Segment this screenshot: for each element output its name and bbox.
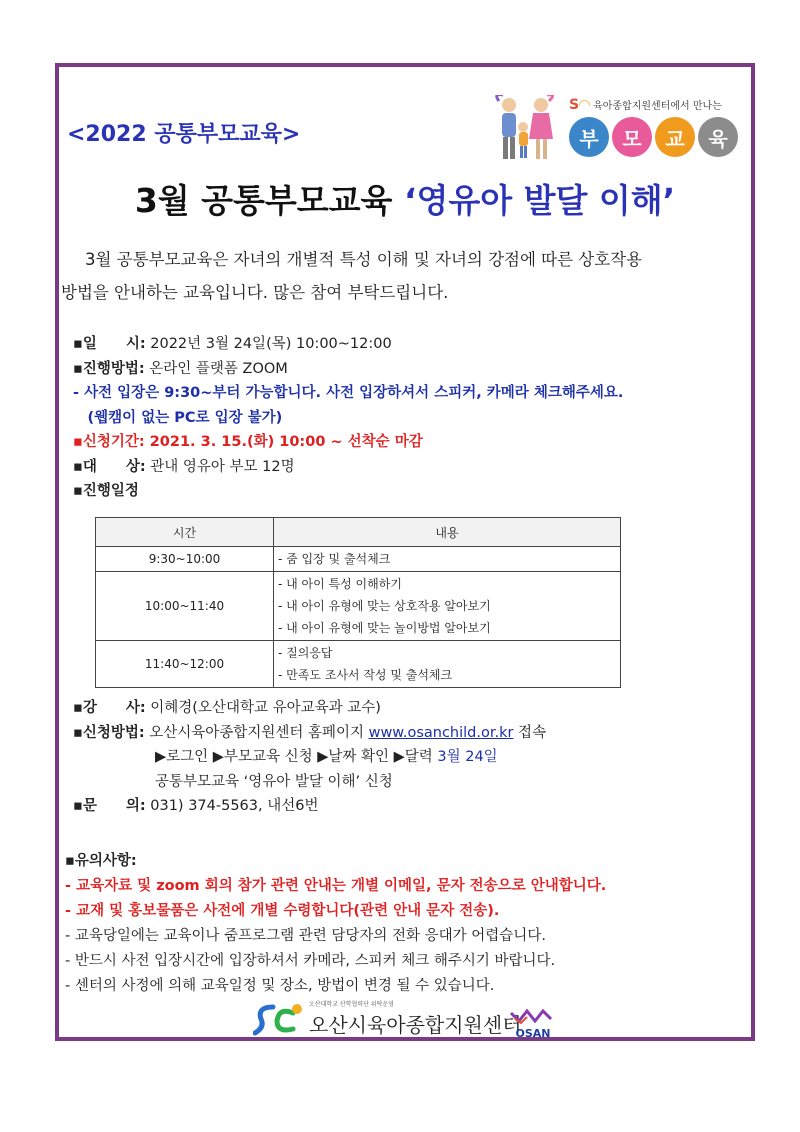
notes-label: ▪유의사항: xyxy=(65,853,137,869)
table-row xyxy=(96,572,621,641)
note-red-1: - 교육자료 및 zoom 회의 참가 관련 안내는 개별 이메일, 문자 전송으로 안내합니다. xyxy=(65,878,607,894)
footer-center-name: 오산시육아종합지원센터 xyxy=(309,1013,522,1037)
info-section-2 xyxy=(73,696,743,819)
row-time: 9:30~10:00 xyxy=(96,547,274,572)
note-3: - 교육당일에는 교육이나 줌프로그램 관련 담당자의 전화 응대가 어렵습니다. xyxy=(65,928,546,944)
footer-sub: 오산대학교 산학협력단 위탁운영 xyxy=(309,1001,394,1008)
row-time: 11:40~12:00 xyxy=(96,641,274,688)
logo-circle-yuk: 육 xyxy=(698,117,738,157)
lecturer-row xyxy=(73,696,743,721)
parent-education-logo xyxy=(491,91,747,167)
logo-circles xyxy=(569,117,738,157)
target-row xyxy=(73,455,743,480)
target-label: ▪대 상: xyxy=(73,458,146,475)
edu-year-heading: <2022 공통부모교육> xyxy=(67,122,301,147)
content-item: - 질의응답 xyxy=(278,646,333,660)
content-item: - 내 아이 특성 이해하기 xyxy=(278,577,402,591)
header xyxy=(63,91,751,171)
row-time: 10:00~11:40 xyxy=(96,572,274,641)
title-main: 3월 공통부모교육 xyxy=(134,181,404,220)
date-value: 2022년 3월 24일(목) 10:00~12:00 xyxy=(145,336,392,352)
apply-method-value: 오산시육아종합지원센터 홈페이지 xyxy=(144,724,369,741)
header-time: 시간 xyxy=(96,518,274,547)
table-row xyxy=(96,641,621,688)
logo-org-label: 육아종합지원센터에서 만나는 xyxy=(593,101,722,112)
date-row xyxy=(73,332,743,357)
intro-line-2: 방법을 안내하는 교육입니다. 많은 참여 부탁드립니다. xyxy=(61,283,449,302)
table-header-row xyxy=(96,518,621,547)
date-label: ▪일 시: xyxy=(73,336,146,352)
content-item: - 만족도 조사서 작성 및 출석체크 xyxy=(278,668,453,682)
logo-circle-gyo: 교 xyxy=(655,117,695,157)
contact-value: 031) 374-5563, 내선6번 xyxy=(145,798,319,814)
lecturer-label: ▪강 사: xyxy=(73,700,146,716)
logo-circle-mo: 모 xyxy=(612,117,652,157)
osan-city-logo-icon xyxy=(505,1001,561,1041)
footer-logo xyxy=(249,997,569,1041)
family-illustration-icon xyxy=(491,95,561,165)
page-title xyxy=(59,175,751,222)
method-label: ▪진행방법: xyxy=(73,360,145,377)
apply-steps-date: 3월 24일 xyxy=(437,749,498,765)
info-section xyxy=(73,332,743,504)
apply-method-row xyxy=(73,721,743,746)
intro-paragraph xyxy=(61,243,749,309)
logo-org-text: S◠ 육아종합지원센터에서 만나는 xyxy=(569,97,722,113)
apply-steps-2: 공통부모교육 ‘영유아 발달 이해’ 신청 xyxy=(155,773,393,790)
contact-label: ▪문 의: xyxy=(73,798,146,814)
schedule-label: ▪진행일정 xyxy=(73,483,139,499)
sc-logo-icon: S xyxy=(569,97,580,113)
entry-note-2: (웹캠이 없는 PC로 입장 불가) xyxy=(73,409,283,426)
row-content xyxy=(274,641,621,688)
content-item: - 줌 입장 및 출석체크 xyxy=(278,552,391,566)
content-item: - 내 아이 유형에 맞는 상호작용 알아보기 xyxy=(278,599,491,613)
lecturer-value: 이혜경(오산대학교 유아교육과 교수) xyxy=(145,700,381,716)
homepage-link[interactable]: www.osanchild.or.kr xyxy=(368,724,514,741)
notes-section xyxy=(65,849,751,999)
method-value: 온라인 플랫폼 ZOOM xyxy=(144,360,288,377)
header-content: 내용 xyxy=(274,518,621,547)
content-item: - 내 아이 유형에 맞는 놀이방법 알아보기 xyxy=(278,621,491,635)
apply-steps: ▶로그인 ▶부모교육 신청 ▶날짜 확인 ▶달력 xyxy=(155,749,438,765)
center-logo-icon xyxy=(253,999,307,1039)
table-row xyxy=(96,547,621,572)
row-content xyxy=(274,547,621,572)
note-4: - 반드시 사전 입장시간에 입장하셔서 카메라, 스피커 체크 해주시기 바랍니다. xyxy=(65,953,556,969)
target-value: 관내 영유아 부모 12명 xyxy=(145,458,295,475)
apply-steps-row xyxy=(73,745,743,770)
logo-circle-bu: 부 xyxy=(569,117,609,157)
poster-frame xyxy=(55,63,755,1041)
note-red-2: - 교재 및 홍보물품은 사전에 개별 수령합니다(관련 안내 문자 전송). xyxy=(65,903,500,919)
row-content xyxy=(274,572,621,641)
entry-note-1: - 사전 입장은 9:30~부터 가능합니다. 사전 입장하셔서 스피커, 카메라 체크해주세요. xyxy=(73,385,624,401)
apply-period-row: ▪신청기간: 2021. 3. 15.(화) 10:00 ~ 선착순 마감 xyxy=(73,434,423,450)
title-quoted: ‘영유아 발달 이해’ xyxy=(403,181,676,220)
osan-text: OSAN xyxy=(515,1027,551,1040)
contact-row xyxy=(73,794,743,819)
note-5: - 센터의 사정에 의해 교육일정 및 장소, 방법이 변경 될 수 있습니다. xyxy=(65,978,495,994)
method-row xyxy=(73,357,743,382)
apply-method-label: ▪신청방법: xyxy=(73,724,145,741)
apply-tail: 접속 xyxy=(513,724,547,741)
intro-line-1: 3월 공통부모교육은 자녀의 개별적 특성 이해 및 자녀의 강점에 따른 상호작용 xyxy=(85,250,643,269)
schedule-table xyxy=(95,517,621,688)
